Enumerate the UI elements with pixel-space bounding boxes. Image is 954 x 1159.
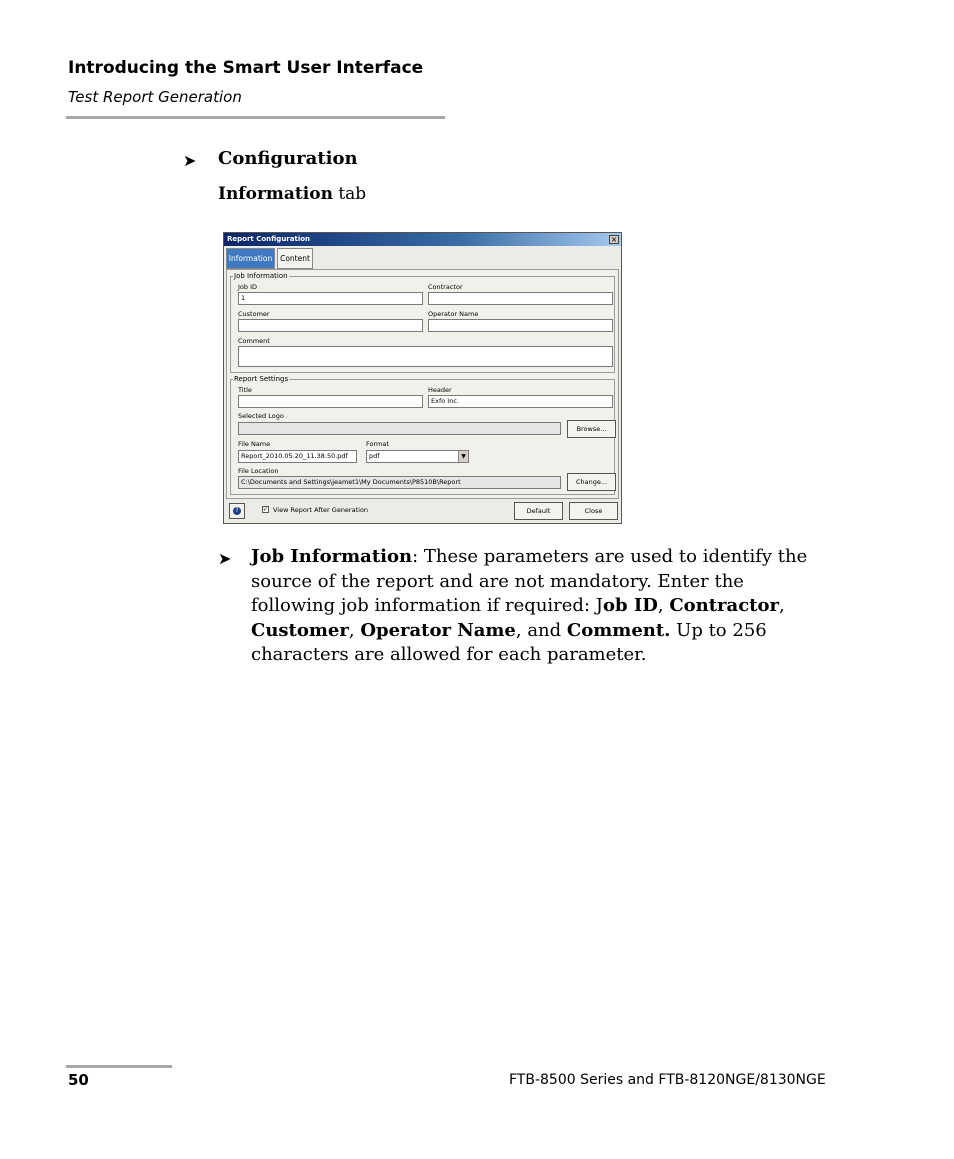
- term-job-information: Job Information: [251, 546, 413, 567]
- job-information-legend: Job Information: [234, 272, 288, 280]
- customer-label: Customer: [238, 310, 270, 318]
- close-icon[interactable]: ×: [610, 235, 618, 244]
- job-id-field[interactable]: 1: [238, 292, 423, 305]
- report-settings-legend: Report Settings: [234, 375, 289, 383]
- section-title: Configuration: [218, 148, 358, 169]
- file-name-label: File Name: [238, 440, 271, 448]
- customer-field[interactable]: [238, 319, 423, 332]
- bullet-arrow-icon: ➤: [218, 549, 232, 568]
- running-header-title: Introducing the Smart User Interface: [68, 58, 424, 78]
- file-name-field[interactable]: Report_2010.05.20_11.38.50.pdf: [238, 450, 357, 463]
- view-report-checkbox[interactable]: ✓: [263, 506, 269, 513]
- header-label: Header: [428, 386, 452, 394]
- format-select[interactable]: [366, 450, 469, 463]
- file-location-label: File Location: [238, 467, 279, 475]
- header-field[interactable]: Exfo Inc.: [428, 395, 613, 408]
- tab-caption-rest: tab: [332, 184, 367, 204]
- para-text: : These parameters are used to identify the source of the report and are not mandatory. Enter the following job information if required: J: [251, 546, 808, 616]
- para-text: ,: [778, 595, 785, 616]
- tab-caption-bold: Information: [218, 184, 333, 204]
- selected-logo-label: Selected Logo: [238, 412, 284, 420]
- bullet-arrow-icon: ➤: [183, 151, 197, 170]
- contractor-label: Contractor: [428, 283, 463, 291]
- footer-product: FTB-8500 Series and FTB-8120NGE/8130NGE: [509, 1072, 826, 1088]
- title-label: Title: [238, 386, 252, 394]
- page-number: 50: [68, 1071, 89, 1089]
- footer-divider: [66, 1065, 172, 1068]
- dialog-titlebar: [224, 233, 621, 246]
- para-text: ,: [348, 619, 361, 641]
- help-icon: ?: [233, 507, 241, 515]
- format-value: pdf: [369, 452, 380, 460]
- job-id-label: Job ID: [238, 283, 258, 291]
- para-text: ,: [657, 595, 670, 616]
- term-contractor: Contractor: [669, 595, 779, 616]
- job-information-group: [230, 272, 615, 373]
- tab-caption: [218, 184, 366, 204]
- file-location-field: C:\Documents and Settings\jeamet1\My Documents\P8510B\Report: [238, 476, 561, 489]
- comment-label: Comment: [238, 337, 270, 345]
- header-divider: [66, 116, 445, 119]
- chevron-down-icon[interactable]: ▼: [458, 451, 468, 462]
- close-button[interactable]: Close: [569, 502, 618, 520]
- term-operator-name: Operator Name: [360, 619, 516, 641]
- report-configuration-dialog: [223, 232, 622, 524]
- selected-logo-field: [238, 422, 561, 435]
- dialog-title: Report Configuration: [227, 235, 311, 243]
- tab-information[interactable]: Information: [226, 248, 275, 269]
- term-job-id: ob ID: [602, 595, 658, 616]
- tab-content[interactable]: Content: [277, 248, 313, 269]
- term-customer: Customer: [251, 619, 349, 641]
- comment-field[interactable]: [238, 346, 613, 367]
- view-report-label: View Report After Generation: [273, 506, 369, 514]
- operator-name-label: Operator Name: [428, 310, 479, 318]
- report-settings-group: [230, 375, 615, 495]
- para-text: , and: [515, 619, 567, 641]
- browse-button[interactable]: Browse...: [567, 420, 616, 438]
- job-information-paragraph: [251, 545, 826, 668]
- title-field[interactable]: [238, 395, 423, 408]
- information-panel: [226, 269, 619, 499]
- operator-name-field[interactable]: [428, 319, 613, 332]
- para-text: Up to 256 characters are allowed for each parameter.: [251, 619, 767, 665]
- default-button[interactable]: Default: [514, 502, 563, 520]
- help-button[interactable]: [229, 503, 245, 519]
- format-label: Format: [366, 440, 389, 448]
- contractor-field[interactable]: [428, 292, 613, 305]
- change-button[interactable]: Change...: [567, 473, 616, 491]
- term-comment: Comment.: [566, 619, 671, 641]
- running-header-subtitle: Test Report Generation: [68, 88, 242, 106]
